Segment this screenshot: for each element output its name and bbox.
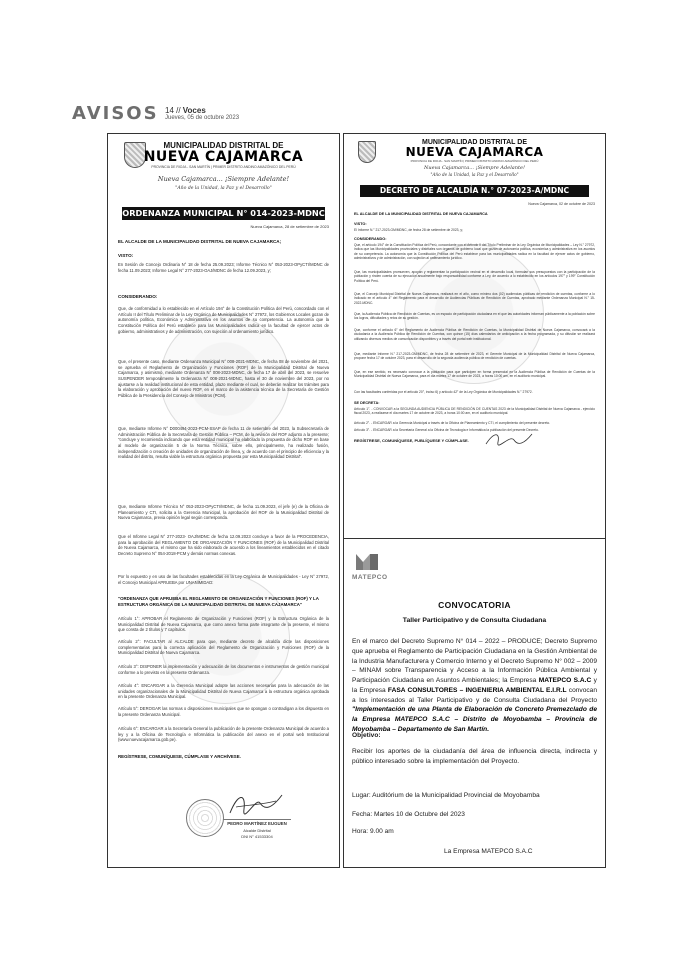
- place-date: Nueva Cajamarca, 28 de setiembre de 2023: [250, 224, 329, 229]
- ordenanza-notice: [107, 133, 340, 868]
- decreta-label: SE DECRETA:: [354, 401, 380, 405]
- considerando-para: Que, el Concejo Municipal Distrital de Nueva Cajamarca, realizará en el año, como mínimo dos (02) audiencias públicas de rendición de cuentas, conforme a lo indicado en el artículo 4° del Reglamento para el desarrollo de Audiencias Públicas de Rendición de Cuentas, aprobado mediante Ordenanza Municipal N.° 15-2022-MDNC.: [354, 292, 595, 305]
- publication-name: Voces: [182, 106, 206, 115]
- considerando-para: Que, las municipalidades promueven, apoyan y reglamentan la participación vecinal en el desarrollo local, formulan sus presupuestos con la participación de la población y rinden cuenta de su ejecución anualmente bajo responsabilidad conforme a Ley, de acuerdo a lo establecido en los artículos 197° y 199° Constitución Política del Perú.: [354, 270, 595, 283]
- visto-label: VISTO:: [354, 222, 367, 226]
- mayor-line: EL ALCALDE DE LA MUNICIPALIDAD DISTRITAL DE NUEVA CAJAMARCA;: [118, 239, 282, 244]
- article: Artículo 3°. - ENCARGAR a la Secretaría General a la Oficina de Tecnología e Informática la publicación del presente Decreto.: [354, 428, 539, 432]
- article: Artículo 4°: ENCARGAR a la Gerencia Municipal adopte las acciones necesarias para la adecuación de las unidades organizacionales de la Municipalidad Distrital de Nueva Cajamarca a la estructura orgánica aprobada en la presente Ordenanza Municipal.: [118, 683, 329, 700]
- article: Artículo 5°: DEROGAR las normas o disposiciones municipales que se opongan o contradigan a los dispuesto en la presente Ordenanza Municipal.: [118, 706, 329, 717]
- article: Artículo 1°: APROBAR el Reglamento de Organización y Funciones (ROF) y la Estructura Orgánica de la Municipalidad Distrital de Nueva Cajamarca, que como anexo forma parte integrante de la presente, el mismo que consta de 2 títulos y 7 capítulos.: [118, 616, 329, 633]
- considerando-para: Que el Informe Legal N° 277-2023- OAJ/MDNC de fecha 12.09.2023 concluye a favor de la PROCEDENCIA, para la aprobación del REGLAMENTO DE ORGANIZACIÓN Y FUNCIONES (ROF) de la Municipalidad Distrital de Nueva Cajamarca, el mismo que ha sido elaborado de acuerdo a los lineamientos establecidos en el citado Decreto Supremo N° 054-2018-PCM y demás normas conexas.: [118, 534, 329, 557]
- convocatoria-subtitle: Taller Participativo y de Consulta Ciudadana: [402, 617, 547, 624]
- visto-text: En Sesión de Concejo Ordinaria N° 18 de fecha 25.09.2023; Informe Técnico N° 053-2023-OPyCTI/MDNC de fecha 11.09.2023; Informe Legal N° 277-2023-OAJ/MDNC de fecha 12.09.2023, y;: [118, 262, 329, 273]
- considerando-para: Que, el presente caso, mediante Ordenanza Municipal N° 008-2021-MDNC, de fecha 08 de noviembre del 2021, se aprueba el Reglamento de Organización y Funciones (ROF) de la Municipalidad Distrital de Nueva Cajamarca, y asimismo, mediante Ordenanza N° 008-2023-MDNC, de fecha 17 de abril del 2023, se resuelve SUSPENDER temporalmente la Ordenanza N° 008-2021-MDNC, hasta el 30 de noviembre del 2023, por no ajustarse a la realidad institucional de esta entidad, plazo mediante el cual, se deberán realizar los trámites para la elaboración y aprobación del nuevo ROF, en el marco de la asistencia técnica de la Secretaría de Gestión Pública de la Presidencia del Consejo de Ministros (PCM).: [118, 359, 329, 399]
- signer-role: Alcalde Distrital: [243, 828, 271, 833]
- company-name: FASA CONSULTORES – INGENIERIA AMBIENTAL E.I.R.L: [387, 686, 567, 694]
- body-text: y la Empresa: [352, 677, 597, 694]
- place-date: Nueva Cajamarca, 02 de octubre de 2023: [528, 202, 595, 206]
- visto-label: VISTO:: [118, 253, 134, 258]
- page-info: 14 // Voces: [165, 106, 206, 115]
- muni-name-line2: NUEVA CAJAMARCA: [143, 149, 304, 165]
- considerando-para: Que, en ese sentido, es necesario convocar a la población para que participen en forma presencial en la Audiencia Pública de Rendición de Cuentas de la Municipalidad Distrital de Nueva Cajamarca, para el día martes 17 de octubre de 2023, a horas 10:00 am, en el auditorio municipal.: [354, 370, 595, 379]
- considerando-para: Que, la Audiencia Pública de Rendición de Cuentas, es un espacio de participación ciudadana en el que las autoridades informan públicamente a la población sobre los logros, dificultades y retos de su gestión.: [354, 312, 595, 321]
- decreto-notice: [343, 133, 606, 551]
- event-place: Lugar: Auditórium de la Municipalidad Provincial de Moyobamba: [352, 792, 540, 799]
- considerando-label: CONSIDERANDO:: [354, 237, 387, 241]
- event-date: Fecha: Martes 10 de Octubre del 2023: [352, 811, 465, 818]
- muni-name-line1: MUNICIPALIDAD DISTRITAL DE: [422, 139, 527, 146]
- convocatoria-body: [352, 637, 597, 735]
- company-signature: La Empresa MATEPCO S.A.C: [444, 848, 533, 855]
- objective-label: Objetivo:: [352, 732, 381, 739]
- article: Artículo 2°. - ENCARGAR a la Gerencia Municipal a través de la Oficina de Planeamiento y CTI, el cumplimiento del presente decreto.: [354, 421, 551, 425]
- muni-name-line2: NUEVA CAJAMARCA: [405, 145, 544, 159]
- considerando-para: Que, de conformidad a lo establecido en el Artículo 194° de la Constitución Política del Perú, concordado con el Artículo II del Título Preliminar de la Ley Orgánica de Municipalidades N° 27972, los Gobiernos Locales gozan de autonomía política, Económica y Administrativa en los asuntos de su competencia. La autonomía que la Constitución Política del Perú establece para las Municipalidades radica en la facultad de ejercer actos de gobierno, administrativos y de administración, con sujeción al ordenamiento jurídico.: [118, 306, 329, 334]
- brand-name: MATEPCO: [352, 574, 388, 581]
- considerando-para: Que, el artículo 194° de la Constitución Política del Perú, concordante con el Artículo II del Título Preliminar de la Ley Orgánica de Municipalidades – Ley N.° 27972, indica que las Municipalidades provinciales y distritales son órganos de gobierno local que gozan de autonomía política, económica y administrativa en los asuntos de su competencia. La autonomía que la Constitución Política del Perú establece para las municipalidades radica en la facultad de ejercer actos de gobierno, administrativos y de administración, con sujeción al ordenamiento jurídico.: [354, 243, 595, 261]
- convocatoria-notice: [343, 538, 606, 868]
- considerando-para: Que, mediante Informe Técnico N° 053-2023-OPyCTI/MDNC, de fecha 11.09.2023, el jefe (e) de la Oficina de Planeamiento y CTI, solicita a la Gerencia Municipal, la aprobación del ROF de la Municipalidad Distrital de Nueva Cajamarca, previa opinión legal según corresponda.: [118, 504, 329, 521]
- muni-name-line3: PROVINCIA DE RIOJA - SAN MARTÍN | PRIMER DISTRITO ANDINO AMAZÓNICO DEL PERÚ: [151, 165, 296, 169]
- signer-dni: DNI N° 41533304: [241, 834, 273, 839]
- signature-line: [223, 819, 291, 820]
- event-hour: Hora: 9.00 am: [352, 828, 394, 835]
- considerando-label: CONSIDERANDO:: [118, 294, 158, 299]
- article: Artículo 6°: ENCARGAR a la Secretaría General la publicación de la presente Ordenanza Municipal de acuerdo a ley y a la Oficina de Tecnología e Informática la publicación del anexo en el portal web Institucional (www.nuevacajamarca.gob.pe).: [118, 726, 329, 743]
- signer-name: PEDRO MARTÍNEZ EUGUEN: [227, 821, 287, 826]
- year-slogan: "Año de la Unidad, la Paz y el Desarrollo": [175, 186, 272, 191]
- ordenanza-title: ORDENANZA MUNICIPAL N° 014-2023-MDNC: [122, 208, 325, 218]
- closing-formula: REGÍSTRESE, COMUNÍQUESE, CÚMPLASE Y ARCHÍVESE.: [118, 754, 241, 759]
- decreto-header: [344, 139, 605, 177]
- municipal-stamp-icon: [186, 799, 224, 837]
- ordenanza-heading: "ORDENANZA QUE APRUEBA EL REGLAMENTO DE ORGANIZACIÓN Y FUNCIONES (ROF) Y LA ESTRUCTURA ORGÁNICA DE LA MUNICIPALIDAD DISTRITAL DE NUEVA CAJAMARCA": [118, 596, 319, 607]
- year-slogan: "Año de la Unidad, la Paz y el Desarrollo": [430, 172, 519, 177]
- publication-date: Jueves, 05 de octubre 2023: [165, 115, 240, 121]
- article: Artículo 1°. - CONVOCAR a la SEGUNDA AUDIENCIA PÚBLICA DE RENDICIÓN DE CUENTAS 2023 de la Municipalidad Distrital de Nueva Cajamarca - ejercicio fiscal 2023, a realizarse el día martes 17 de octubre de 2023, a horas 10:00 am, en el auditorio municipal.: [354, 407, 595, 416]
- closing-formula: REGÍSTRESE, COMUNÍQUESE, PUBLÍQUESE Y CÚMPLASE.: [354, 438, 469, 443]
- muni-name-line3: PROVINCIA DE RIOJA - SAN MARTÍN | PRIMER DISTRITO ANDINO AMAZÓNICO DEL PERÚ: [410, 159, 539, 163]
- muni-tagline: Nueva Cajamarca... ¡Siempre Adelante!: [157, 175, 290, 183]
- handwritten-signature-icon: [226, 789, 286, 819]
- muni-name-line1: MUNICIPALIDAD DISTRITAL DE: [163, 141, 284, 150]
- objective-text: Recibir los aportes de la ciudadanía del área de influencia directa, indirecta y público interesado sobre la implementación del Proyecto.: [352, 748, 597, 765]
- article: Artículo 3°: DISPONER la implementación y adecuación de los documentos e instrumentos de gestión municipal conforme a lo previsto en la presente Ordenanza.: [118, 664, 329, 675]
- considerando-para: Que, mediante Informe N.° 217-2023-GM/MDNC, de fecha 28 de setiembre de 2023, el Gerente Municipal de la Municipalidad Distrital de Nueva Cajamarca, propone fecha 17 de octubre 2023, para el desarrollo de la segunda audiencia pública de rendición de cuentas.: [354, 352, 595, 361]
- handwritten-signature-icon: [484, 430, 534, 448]
- article: Artículo 2°: FACULTAR al ALCALDE para que, mediante decreto de alcaldía dicte las disposiciones complementarias para la correcta aplicación del Reglamento de Organización y Funciones (ROF) de la Municipalidad Distrital de Nueva Cajamarca.: [118, 639, 329, 656]
- visto-text: El Informe N.° 217-2023-GM/MDNC, de fecha 28 de setiembre de 2023, y;: [354, 228, 463, 232]
- company-name: MATEPCO S.A.C: [538, 677, 592, 684]
- ordenanza-header: [108, 141, 339, 191]
- page-number: 14: [165, 106, 174, 115]
- body-text: convocan a los interesados al Taller Participativo y de Consulta Ciudadana del Proyecto: [352, 686, 598, 704]
- considerando-para: Por lo expuesto y en uso de las facultades establecidas en la Ley Orgánica de Municipalidades - Ley N° 27972, el Concejo Municipal APRUEBA por UNANIMIDAD:: [118, 574, 329, 585]
- considerando-para: Que, conforme el artículo 6° del Reglamento de Audiencia Pública de Rendición de Cuentas, la Municipalidad Distrital de Nueva Cajamarca, convocará a la ciudadanía a la Audiencia Pública de Rendición de Cuentas, con quince (15) días calendarios de anticipación a la fecha programada, y su difusión se realizará utilizando diversos medios de comunicación disponibles y a través del portal web institucional.: [354, 328, 595, 341]
- muni-tagline: Nueva Cajamarca... ¡Siempre Adelante!: [424, 165, 525, 171]
- project-name: "Implementación de una Planta de Elaboración de Concreto Premezclado de la Empresa MATEPCO S.A.C – Distrito de Moyobamba – Provincia de Moyobamba – Departamento de San Martín.: [352, 706, 597, 733]
- considerando-para: Con las facultades conferidas por el artículo 20°, inciso 6) y artículo 42° de la Ley Orgánica de Municipalidades N.° 27972.: [354, 390, 533, 394]
- decreto-title: DECRETO DE ALCALDÍA N.° 07-2023-A/MDNC: [360, 185, 589, 197]
- matepco-logo-icon: [354, 550, 380, 572]
- mayor-line: EL ALCALDE DE LA MUNICIPALIDAD DISTRITAL DE NUEVA CAJAMARCA: [354, 212, 488, 216]
- body-text: En el marco del Decreto Supremo N° 014 – 2022 – PRODUCE; Decreto Supremo que aprueba el Reglamento de Participación Ciudadana en la Gestión Ambiental de la Industria Manufacturera y Comercio Interno y el Decreto Supremo N° 002 – 2009 – MINAM sobre Transparencia y Acceso a la Información Pública Ambiental y Participación Ciudadana en Asuntos Ambientales; la Empresa: [352, 638, 597, 684]
- considerando-para: Que, mediante Informe N° D000494-2023-PCM-SSAP de fecha 11 de setiembre del 2023, la Subsecretaría de Administración Pública de la Secretaría de Gestión Pública – PCM, de la revisión del ROF adjunto a la presente; "concluye y recomienda indicando que esta entidad municipal ha elaborado la propuesta de dicho ROF en base al modelo de organización 5 de la Norma Técnica, sobre ello, principalmente, ha realizado fusión, independización o creación de unidades de organización de línea, y, de acuerdo con el principio de eficiencia y la realidad del distrito, resulta viable la estructura orgánica propuesta por esta Municipalidad Distrital".: [118, 426, 329, 460]
- convocatoria-title: CONVOCATORIA: [438, 600, 511, 610]
- section-title: AVISOS: [72, 103, 159, 124]
